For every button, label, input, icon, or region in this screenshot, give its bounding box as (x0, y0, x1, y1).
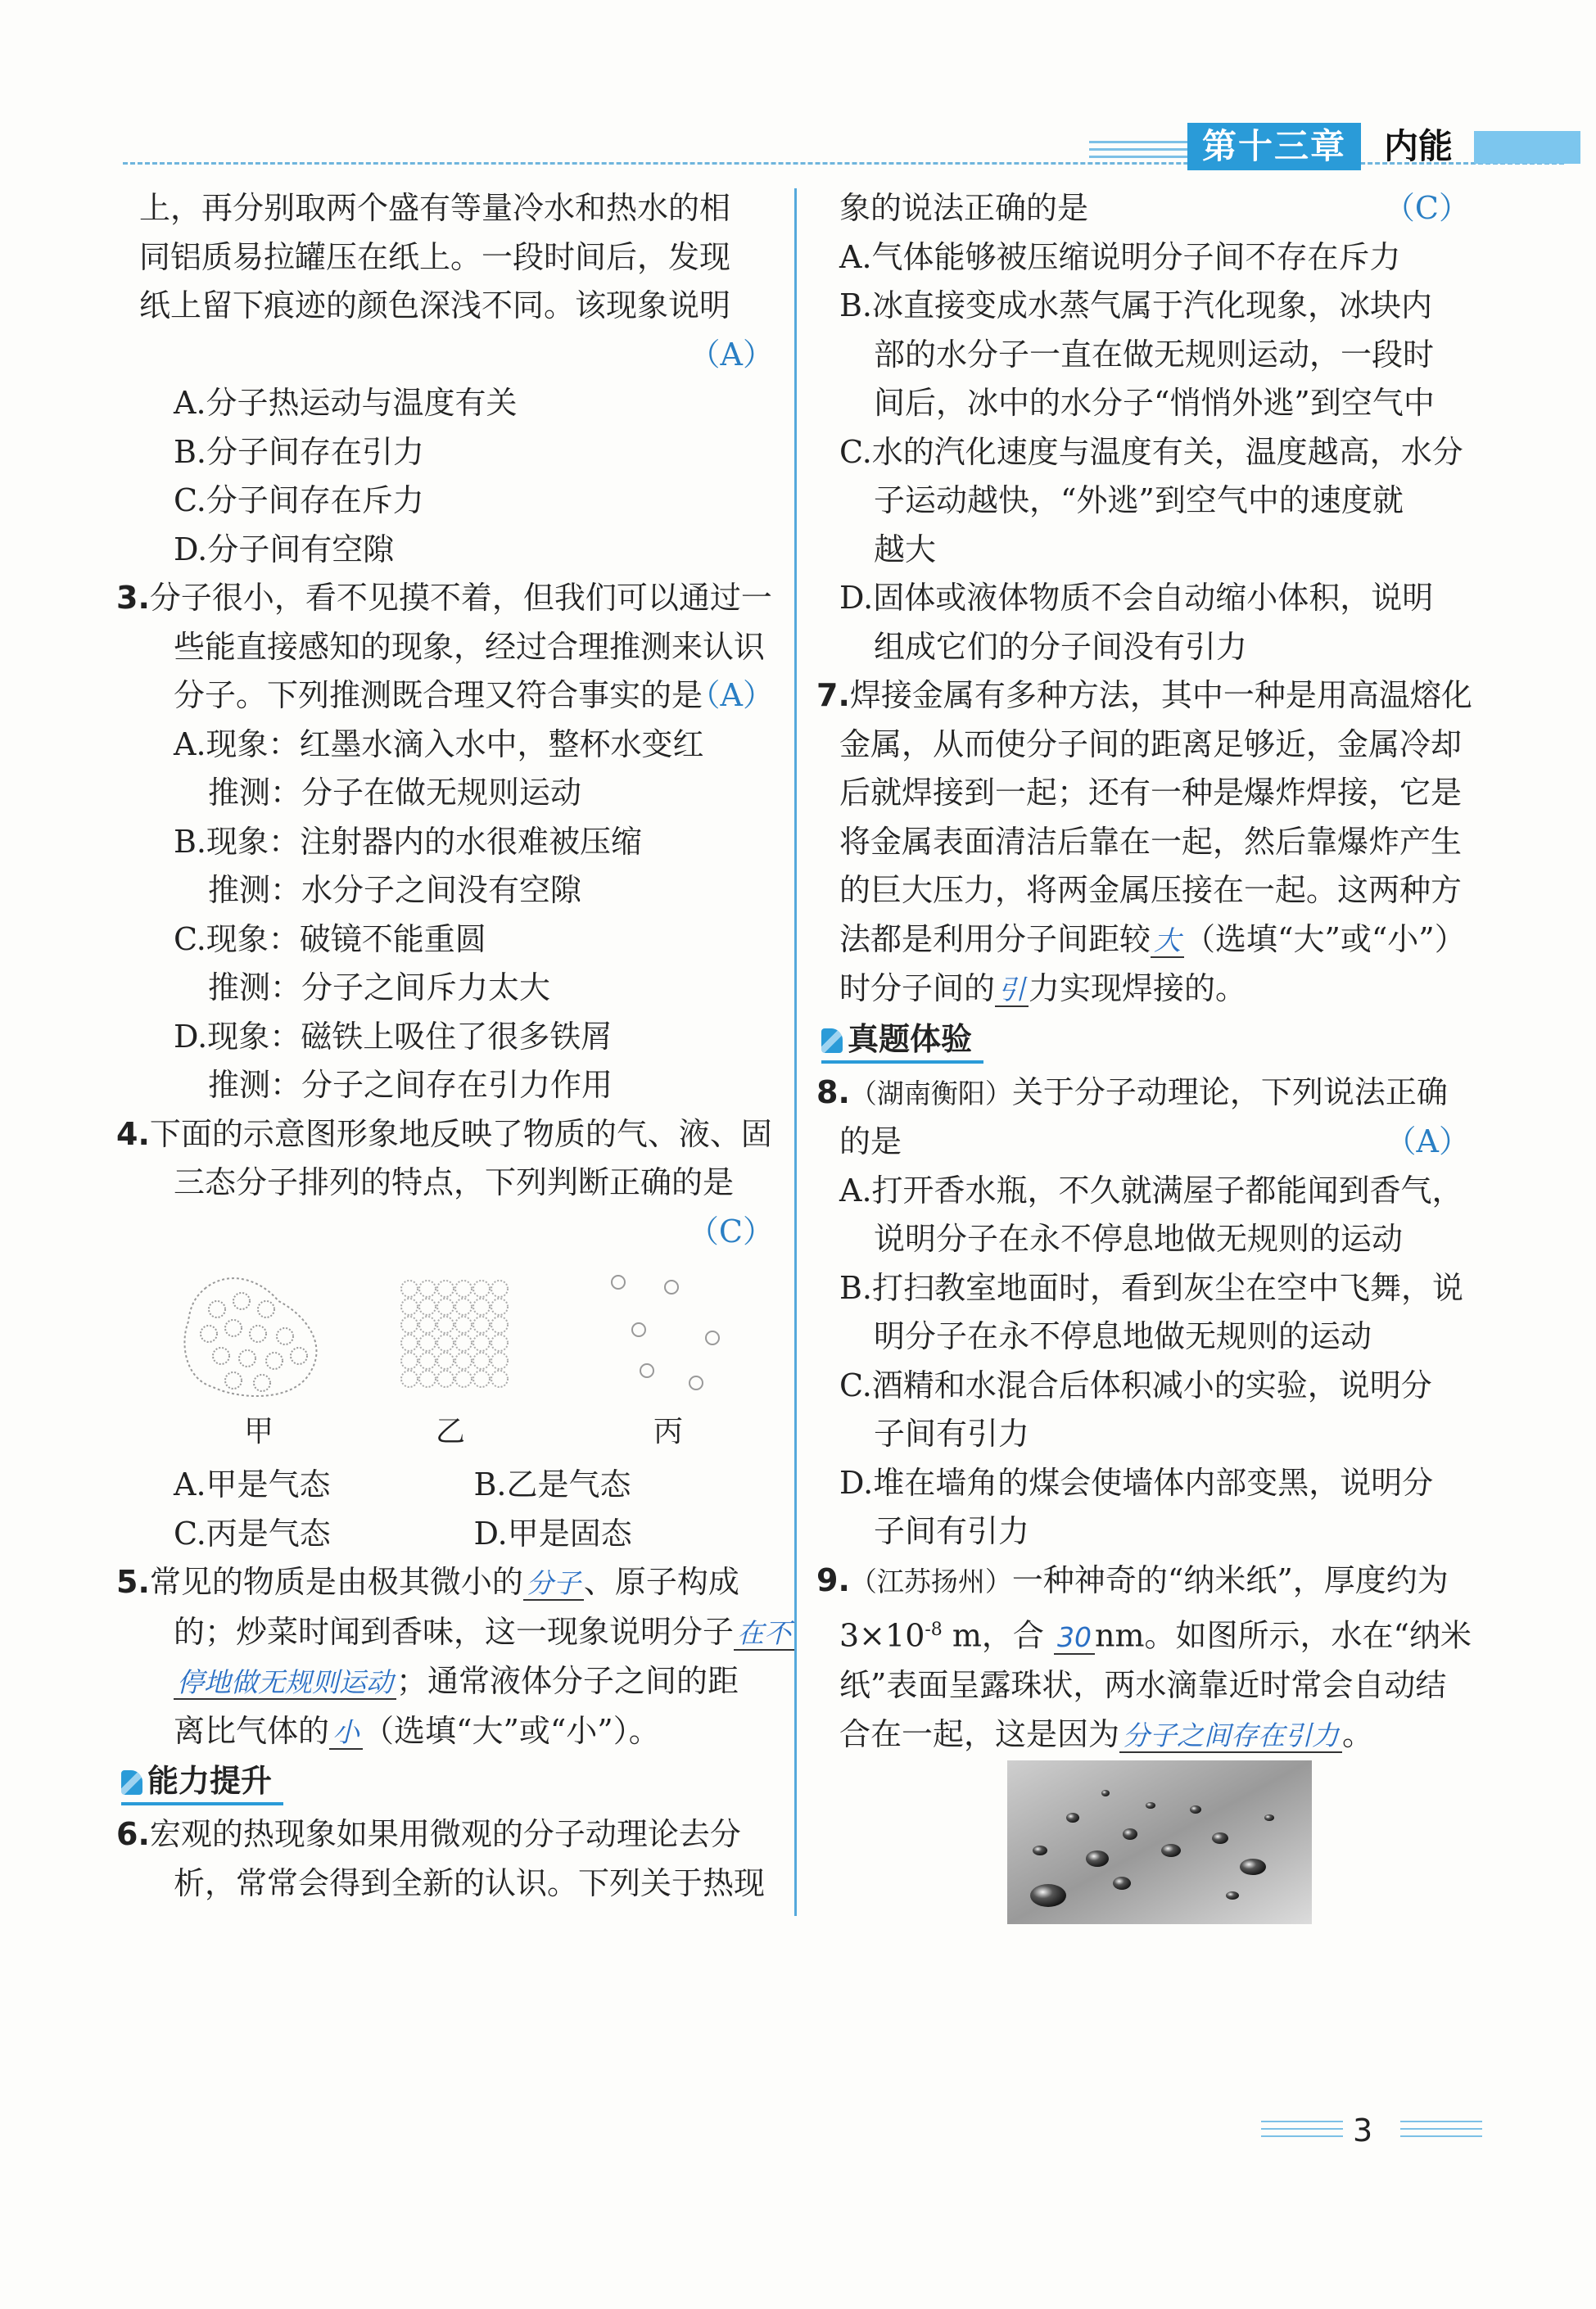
q3-option-d: D.现象：磁铁上吸住了很多铁屑 (174, 1018, 613, 1055)
q7-line-6: 法都是利用分子间距较 大 （选填“大”或“小”） (839, 920, 1466, 957)
chapter-name: 内能 (1384, 126, 1454, 166)
q7-line-4: 将金属表面清洁后靠在一起，然后靠爆炸产生 (839, 823, 1463, 860)
section-real-exam: 真题体验 (821, 1018, 983, 1064)
q2-option-c: C.分子间存在斥力 (174, 482, 424, 518)
q7-line-3: 后就焊接到一起；还有一种是爆炸焊接，它是 (839, 775, 1463, 811)
page-number-lines-left (1261, 2121, 1343, 2143)
q2-option-b: B.分子间存在引力 (174, 433, 425, 470)
left-column (116, 184, 792, 1908)
q2-answer-line (139, 331, 774, 380)
q4-options-row-1 (139, 1461, 774, 1510)
column-divider (794, 188, 797, 1916)
right-column (816, 184, 1472, 1760)
header-accent-bar (1474, 131, 1580, 164)
q5-number: 5. (116, 1564, 150, 1600)
q4-option-d: D.甲是固态 (473, 1515, 632, 1552)
q7-answer-2: 引 (995, 974, 1029, 1007)
page-number: 3 (1353, 2112, 1373, 2149)
q9-line-1: 9.（江苏扬州）一种神奇的“纳米纸”，厚度约为 (816, 1561, 1449, 1598)
molecule-diagram (139, 1264, 774, 1412)
q6-option-d-2: 组成它们的分子间没有引力 (874, 628, 1248, 665)
q6-option-d-1: D.固体或液体物质不会自动缩小体积，说明 (839, 580, 1434, 616)
q7-line-7: 时分子间的 引 力实现焊接的。 (839, 970, 1247, 1006)
q5-answer-3: 小 (329, 1716, 363, 1750)
q6-option-c-1: C.水的汽化速度与温度有关，温度越高，水分 (839, 433, 1463, 470)
gas-molecules (612, 1276, 719, 1389)
q2-line-3: 纸上留下痕迹的颜色深浅不同。该现象说明 (139, 287, 731, 323)
q6-option-b-2: 部的水分子一直在做无规则运动，一段时 (874, 336, 1435, 373)
q9-line-3: 纸”表面呈露珠状，两水滴靠近时常会自动结 (839, 1667, 1447, 1704)
q8-source: （湖南衡阳） (849, 1077, 1012, 1109)
q6-option-b-3: 间后，冰中的水分子“悄悄外逃”到空气中 (874, 385, 1435, 421)
q8-option-c-2: 子间有引力 (874, 1416, 1030, 1452)
q2-option-d: D.分子间有空隙 (174, 531, 395, 567)
q7-number: 7. (816, 677, 850, 713)
q8-option-a-2: 说明分子在永不停息地做无规则的运动 (874, 1221, 1404, 1257)
q4-number: 4. (116, 1115, 150, 1152)
q8-line-1: 8.（湖南衡阳）关于分子动理论，下列说法正确 (816, 1073, 1448, 1110)
q5-line-3: 停地做无规则运动 ；通常液体分子之间的距 (139, 1657, 774, 1707)
q9-line-4: 合在一起，这是因为 分子之间存在引力 。 (839, 1715, 1374, 1752)
label-yi: 乙 (436, 1415, 466, 1448)
header-decoration-lines (1089, 141, 1187, 163)
q6-answer: （C） (1383, 190, 1470, 226)
water-droplets-photo (1007, 1760, 1312, 1924)
q8-option-a-1: A.打开香水瓶，不久就满屋子都能闻到香气， (839, 1172, 1463, 1209)
q2-line-2: 同铝质易拉罐压在纸上。一段时间后，发现 (139, 238, 731, 275)
q6-option-a: A.气体能够被压缩说明分子间不存在斥力 (839, 238, 1401, 275)
q9-answer-2: 分子之间存在引力 (1119, 1719, 1342, 1753)
q6-line-1: 6.宏观的热现象如果用微观的分子动理论去分 (116, 1816, 741, 1852)
label-jia: 甲 (244, 1415, 274, 1448)
q8-option-b-1: B.打扫教室地面时，看到灰尘在空中飞舞，说 (839, 1269, 1464, 1306)
q3-option-a: A.现象：红墨水滴入水中，整杯水变红 (174, 725, 704, 762)
q3-option-b-inference: 推测：水分子之间没有空隙 (208, 872, 582, 908)
q8-number: 8. (816, 1073, 850, 1110)
q7-answer-1: 大 (1151, 924, 1184, 958)
q3-line-1: 3.分子很小，看不见摸不着，但我们可以通过一 (116, 580, 772, 616)
q2-option-a: A.分子热运动与温度有关 (174, 385, 518, 421)
q3-option-d-inference: 推测：分子之间存在引力作用 (208, 1067, 613, 1103)
q5-answer-2a: 在不 (734, 1617, 794, 1651)
solid-molecules (401, 1281, 508, 1387)
q4-answer-line (139, 1208, 774, 1257)
section-ability-improvement: 能力提升 (121, 1760, 283, 1805)
q6-number: 6. (116, 1816, 150, 1852)
q5-answer-1: 分子 (523, 1567, 584, 1601)
q5-answer-2b: 停地做无规则运动 (174, 1666, 396, 1700)
q3-option-c-inference: 推测：分子之间斥力太大 (208, 969, 551, 1005)
chapter-tag: 第十三章 (1187, 123, 1361, 170)
q2-line-1: 上，再分别取两个盛有等量冷水和热水的相 (139, 190, 731, 226)
section-icon (121, 1770, 142, 1795)
q8-option-d-2: 子间有引力 (874, 1513, 1030, 1549)
q4-option-c: C.丙是气态 (174, 1515, 331, 1552)
q3-option-c: C.现象：破镜不能重圆 (174, 920, 486, 957)
q7-line-2: 金属，从而使分子间的距离足够近，金属冷却 (839, 725, 1463, 762)
q6-option-b-1: B.冰直接变成水蒸气属于汽化现象，冰块内 (839, 287, 1433, 323)
q2-answer: （A） (689, 336, 774, 373)
q4-line-2: 三态分子排列的特点，下列判断正确的是 (174, 1164, 735, 1200)
q3-answer: （A） (689, 677, 774, 713)
q4-option-b: B.乙是气态 (473, 1466, 631, 1502)
q3-line-3: 分子。下列推测既合理又符合事实的是 （A） (139, 671, 774, 721)
q8-option-c-1: C.酒精和水混合后体积减小的实验，说明分 (839, 1367, 1432, 1403)
q9-number: 9. (816, 1561, 850, 1598)
q4-options-row-2 (139, 1510, 774, 1559)
q6-option-c-2: 子运动越快，“外逃”到空气中的速度就 (874, 482, 1404, 518)
q8-option-d-1: D.堆在墙角的煤会使墙体内部变黑，说明分 (839, 1464, 1434, 1501)
molecule-states-figure (139, 1256, 774, 1461)
q3-option-a-inference: 推测：分子在做无规则运动 (208, 775, 582, 811)
q6-line-3: 象的说法正确的是 （C） (839, 184, 1470, 233)
liquid-molecules (201, 1293, 307, 1391)
q9-source: （江苏扬州） (849, 1565, 1012, 1597)
q5-line-2: 的；炒菜时闻到香味，这一现象说明分子 在不 (139, 1608, 774, 1658)
q6-line-2: 析，常常会得到全新的认识。下列关于热现 (174, 1864, 766, 1901)
section-icon (821, 1028, 843, 1053)
q3-option-b: B.现象：注射器内的水很难被压缩 (174, 823, 643, 860)
q4-answer: （C） (687, 1213, 774, 1249)
q8-answer: （A） (1385, 1123, 1470, 1159)
q7-line-5: 的巨大压力，将两金属压接在一起。这两种方 (839, 872, 1463, 908)
label-bing: 丙 (653, 1415, 684, 1448)
q5-line-1: 5.常见的物质是由极其微小的 分子 、原子构成 (116, 1564, 739, 1600)
q3-line-2: 些能直接感知的现象，经过合理推测来认识 (174, 628, 766, 665)
q5-line-4: 离比气体的 小 （选填“大”或“小”）。 (174, 1712, 660, 1749)
q9-line-2: $3\times 10^{-8}$ m，合 30 nm。如图所示，水在“纳米 (839, 1617, 1472, 1654)
q8-option-b-2: 明分子在永不停息地做无规则的运动 (874, 1318, 1372, 1354)
q8-line-2: 的是 （A） (839, 1118, 1470, 1167)
q3-number: 3. (116, 580, 150, 616)
q6-option-c-3: 越大 (874, 531, 937, 567)
q7-line-1: 7.焊接金属有多种方法，其中一种是用高温熔化 (816, 677, 1472, 713)
q4-line-1: 4.下面的示意图形象地反映了物质的气、液、固 (116, 1115, 772, 1152)
q9-answer-1: 30 (1054, 1621, 1095, 1655)
page-number-lines-right (1400, 2121, 1482, 2143)
q4-option-a: A.甲是气态 (174, 1466, 331, 1502)
